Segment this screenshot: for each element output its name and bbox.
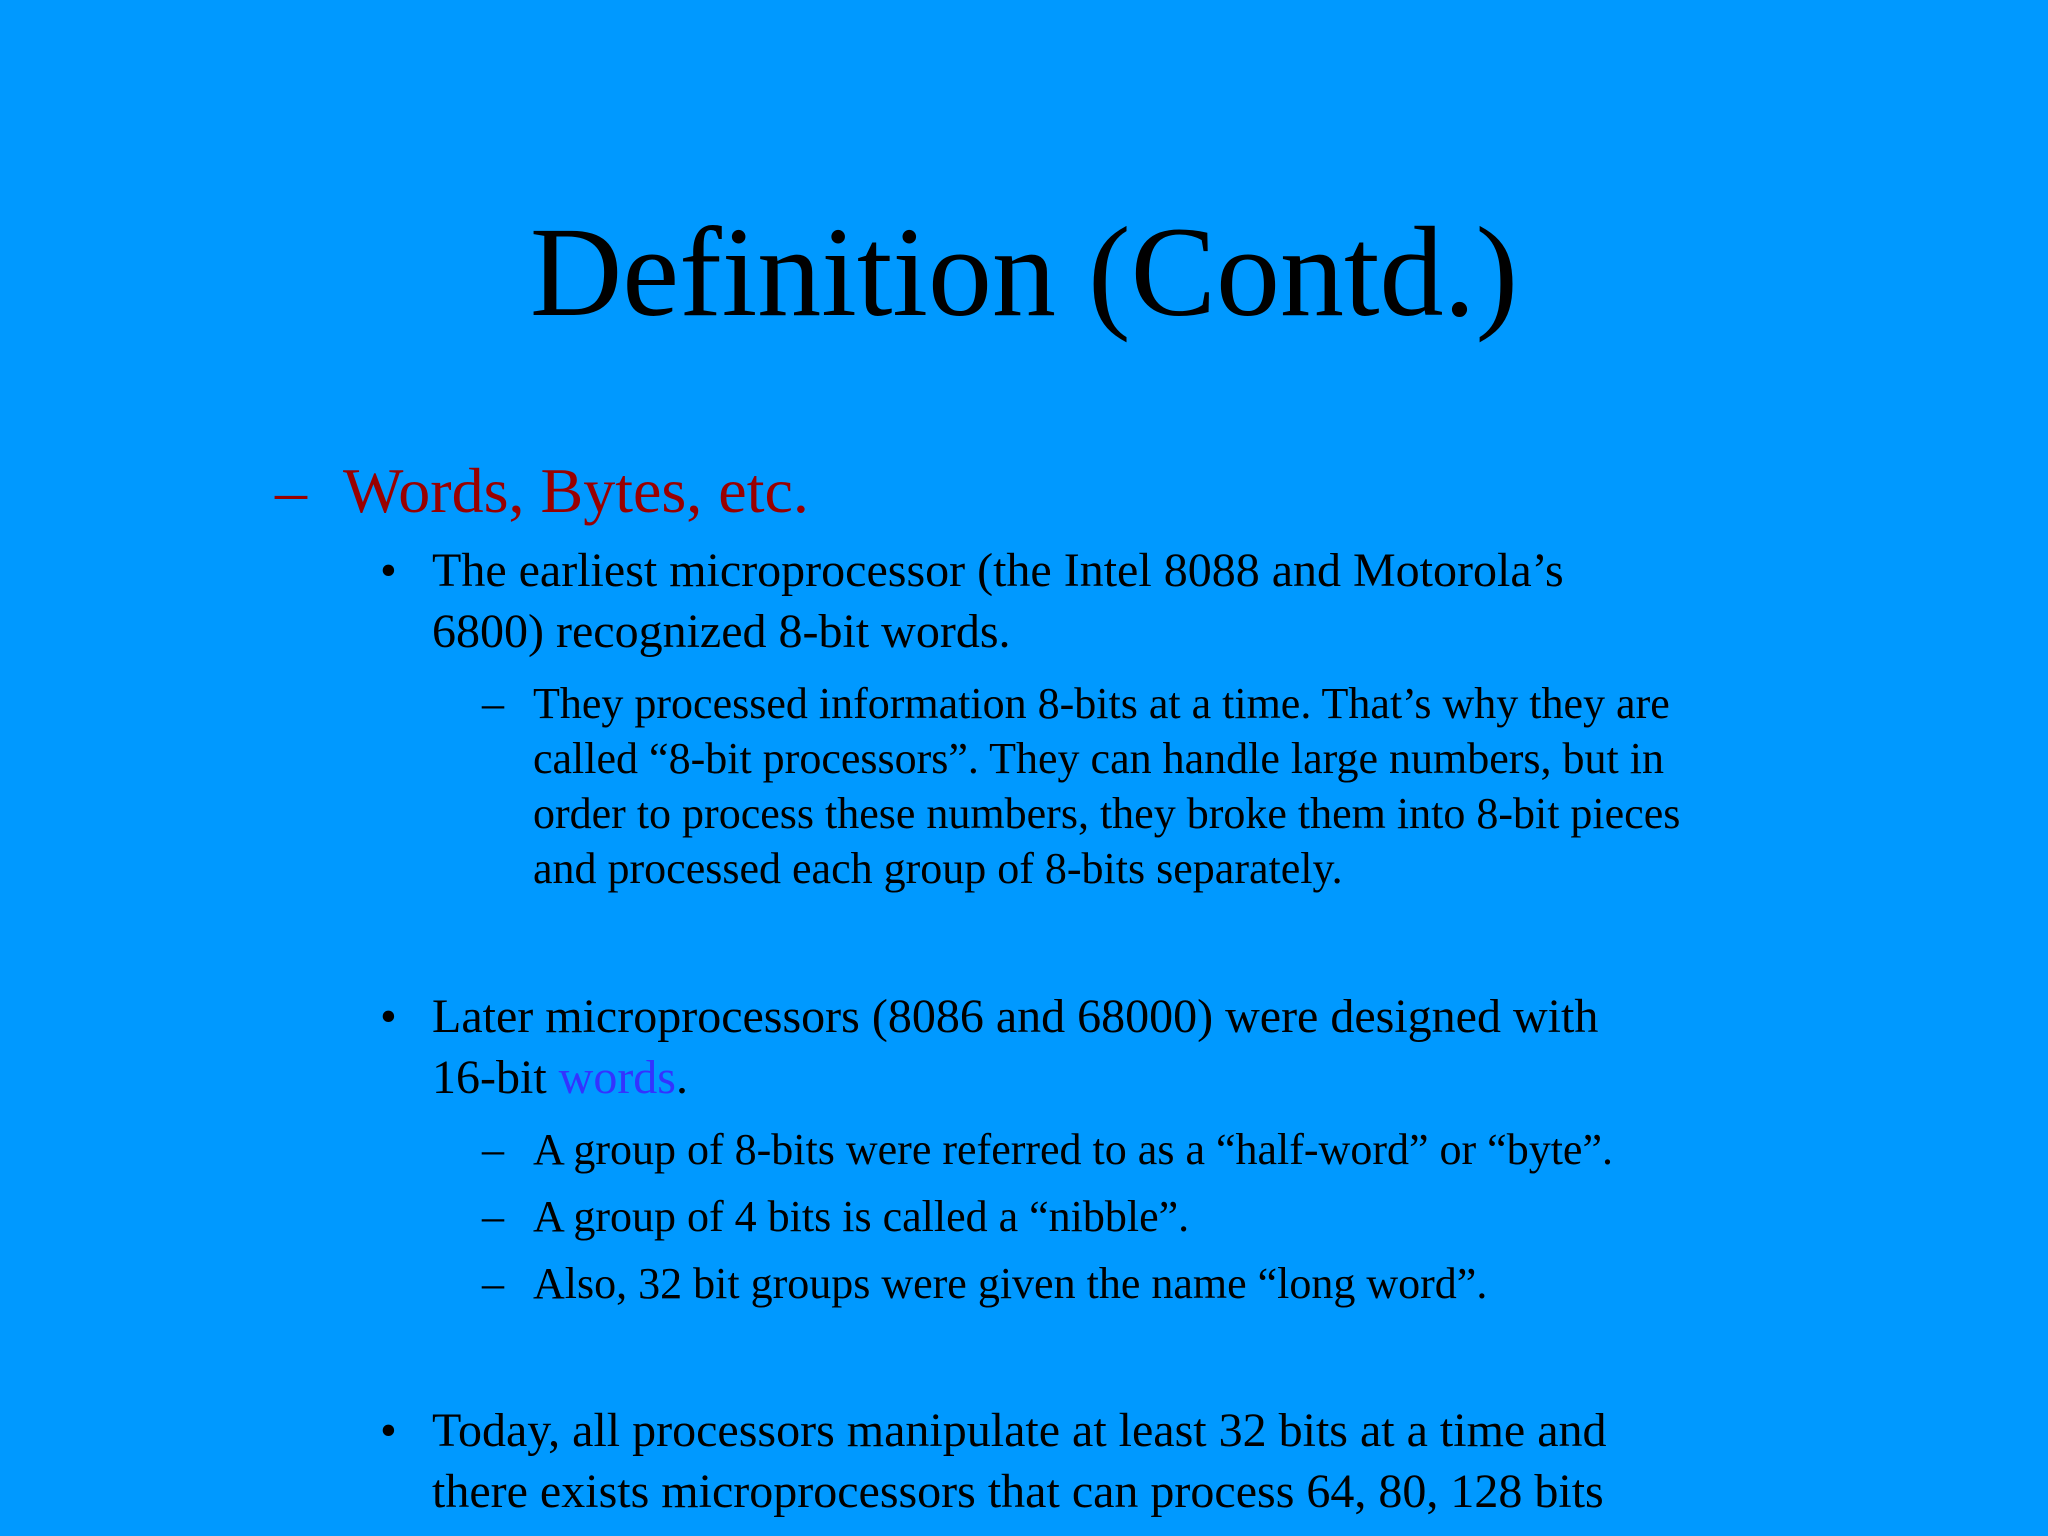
- bullet-1-line-1: The earliest microprocessor (the Intel 8088 and Motorola’s: [432, 544, 1564, 597]
- bullet-3: [380, 1400, 1607, 1522]
- bullet-2-sub-3: [482, 1256, 1487, 1311]
- highlight-word: words: [558, 1051, 676, 1104]
- bullet-2-line-1: Later microprocessors (8086 and 68000) were designed with: [432, 990, 1599, 1043]
- bullet-2-line-2-post: .: [675, 1051, 688, 1104]
- section-heading: [275, 455, 809, 527]
- bullet-1: [380, 540, 1564, 662]
- bullet-1-sub-1: [482, 676, 1680, 896]
- bullet-dot: •: [380, 544, 397, 597]
- sub-line: They processed information 8-bits at a time. That’s why they are: [533, 679, 1670, 728]
- slide-title: Definition (Contd.): [529, 201, 1519, 343]
- bullet-2-sub-2: [482, 1189, 1189, 1244]
- bullet-dot: •: [380, 990, 397, 1043]
- bullet-dot: •: [380, 1404, 397, 1457]
- sub-line: order to process these numbers, they broke them into 8-bit pieces: [533, 789, 1681, 838]
- bullet-2-line-2-pre: 16-bit: [432, 1051, 559, 1104]
- sub-line: A group of 4 bits is called a “nibble”.: [533, 1192, 1190, 1241]
- bullet-3-line-2: there exists microprocessors that can process 64, 80, 128 bits: [432, 1465, 1604, 1518]
- bullet-2-sub-1: [482, 1122, 1613, 1177]
- section-dash: –: [275, 455, 307, 526]
- sub-line: A group of 8-bits were referred to as a “half-word” or “byte”.: [533, 1125, 1613, 1174]
- bullet-3-line-1: Today, all processors manipulate at least 32 bits at a time and: [432, 1404, 1607, 1457]
- sub-dash: –: [482, 679, 504, 728]
- bullet-2-line-2: [432, 1047, 1598, 1108]
- sub-dash: –: [482, 1125, 504, 1174]
- sub-dash: –: [482, 1192, 504, 1241]
- bullet-2: [380, 986, 1598, 1108]
- sub-line: Also, 32 bit groups were given the name “long word”.: [533, 1259, 1488, 1308]
- bullet-1-line-2: 6800) recognized 8-bit words.: [432, 605, 1011, 658]
- sub-dash: –: [482, 1259, 504, 1308]
- sub-line: and processed each group of 8-bits separately.: [533, 844, 1343, 893]
- section-heading-text: Words, Bytes, etc.: [343, 455, 809, 526]
- sub-line: called “8-bit processors”. They can handle large numbers, but in: [533, 734, 1665, 783]
